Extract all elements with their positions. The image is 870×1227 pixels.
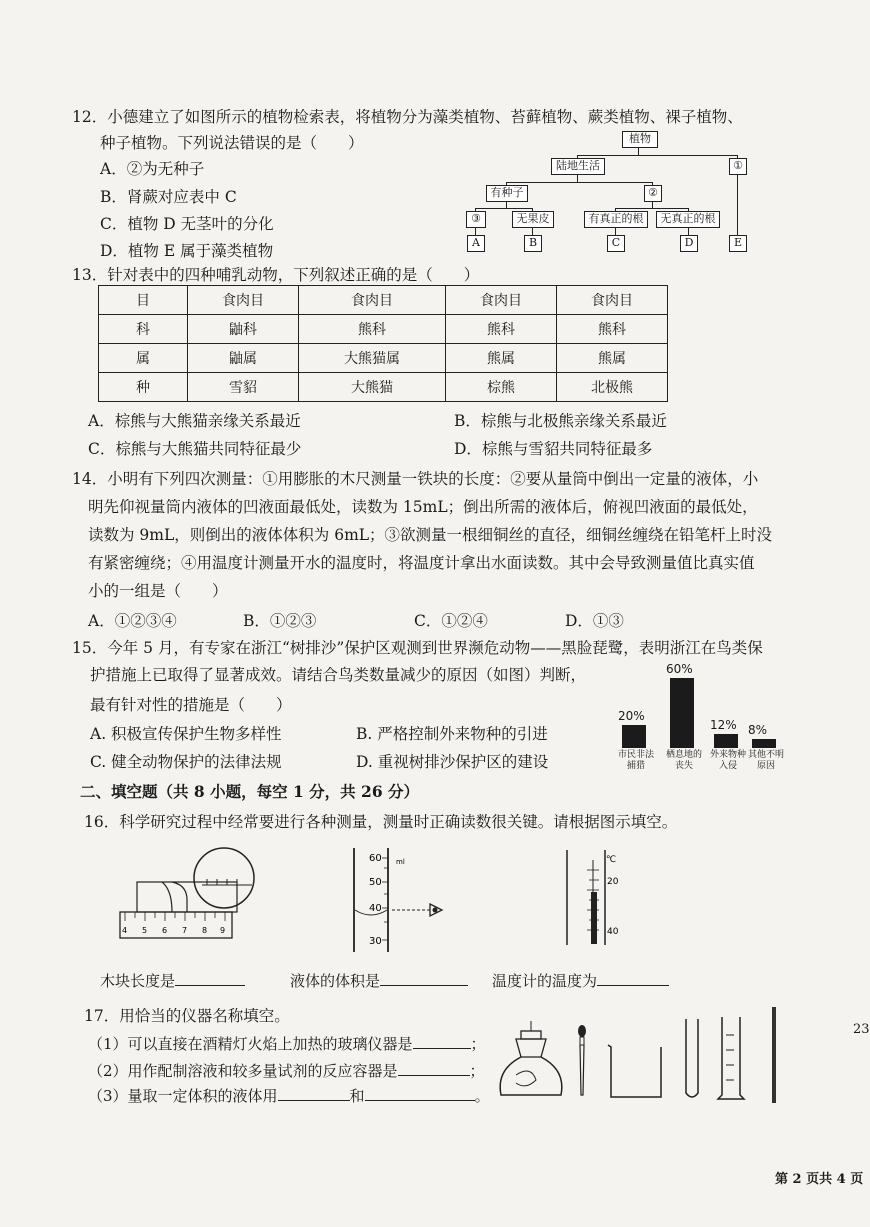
table-cell: 科 (99, 315, 188, 344)
table-row (99, 373, 668, 402)
tree-land-life: 陆地生活 (551, 158, 605, 175)
table-cell: 种 (99, 373, 188, 402)
chart-category-label: 栖息地的丧失 (665, 750, 702, 771)
q17-item-3 (88, 1085, 490, 1106)
q14-line-4: 有紧密缠绕；④用温度计测量开水的温度时，将温度计拿出水面读数。其中会导致测量值比真实值 (88, 554, 755, 572)
q17-item-1-sep: ； (470, 1035, 486, 1053)
taxonomy-table (98, 285, 668, 402)
table-cell: 鼬属 (188, 344, 299, 373)
q17-item-3-end: 。 (474, 1087, 490, 1105)
chart-category-label: 外来物种入侵 (709, 750, 746, 771)
table-cell: 食肉目 (557, 286, 668, 315)
beaker-icon (608, 1045, 661, 1097)
q16-blank-temp (492, 970, 669, 991)
q16-blank-volume-label: 液体的体积是 (290, 972, 381, 990)
q15-line-2: 护措施上已取得了显著成效。请结合鸟类数量减少的原因（如图）判断， (90, 666, 587, 684)
cylinder-tick-label: 40 (369, 903, 382, 914)
chart-bar (622, 725, 646, 748)
table-cell: 熊属 (557, 344, 668, 373)
cylinder-unit: ml (396, 858, 405, 866)
tree-has-seed: 有种子 (486, 185, 528, 202)
page-number: 第 2 页共 4 页 (775, 1172, 864, 1187)
q16-blank-volume (290, 970, 468, 991)
q14-option-b: B．①②③ (243, 612, 317, 630)
tree-node-1: ① (729, 158, 747, 175)
q12-stem-line2: 种子植物。下列说法错误的是（ ） (100, 134, 364, 152)
q14-line-2: 明先仰视量筒内液体的凹液面最低处，读数为 15mL；倒出所需的液体后，俯视凹液面的最低处， (88, 498, 758, 516)
table-cell: 鼬科 (188, 315, 299, 344)
table-cell: 熊属 (446, 344, 557, 373)
q14-option-a: A．①②③④ (88, 612, 177, 630)
q12-option-a: A．②为无种子 (100, 160, 205, 178)
q13-option-a: A．棕熊与大熊猫亲缘关系最近 (88, 412, 301, 430)
chart-value-label: 8% (748, 723, 768, 737)
table-cell: 北极熊 (557, 373, 668, 402)
ruler-tick-label: 6 (162, 926, 168, 935)
table-cell: 食肉目 (298, 286, 445, 315)
q15-option-c: C. 健全动物保护的法律法规 (90, 753, 282, 771)
ruler-figure (92, 845, 262, 950)
chart-bar (752, 739, 776, 748)
q17-item-2-label: （2）用作配制溶液和较多量试剂的反应容器是 (88, 1062, 398, 1080)
q13-option-b: B．棕熊与北极熊亲缘关系最近 (454, 412, 667, 430)
q15-line-3: 最有针对性的措施是（ ） (90, 696, 292, 714)
tree-node-2: ② (644, 185, 662, 202)
q12-option-c: C．植物 D 无茎叶的分化 (100, 215, 274, 233)
q15-option-a: A. 积极宣传保护生物多样性 (90, 725, 282, 743)
tree-no-true-root: 无真正的根 (656, 211, 720, 228)
table-cell: 雪貂 (188, 373, 299, 402)
tree-leaf-b: B (524, 235, 542, 252)
table-cell: 熊科 (446, 315, 557, 344)
q14-line-1: 14．小明有下列四次测量：①用膨胀的木尺测量一铁块的长度：②要从量筒中倒出一定量的液体，小 (72, 470, 759, 488)
tree-leaf-a: A (467, 235, 485, 252)
glass-rod-icon (772, 1007, 776, 1103)
q17-item-3-label: （3）量取一定体积的液体用 (88, 1087, 278, 1105)
chart-category-label: 市民非法捕猎 (617, 750, 654, 771)
chart-bar (670, 678, 694, 748)
lab-instruments-figure (486, 1005, 786, 1105)
table-cell: 属 (99, 344, 188, 373)
table-cell: 熊科 (298, 315, 445, 344)
table-cell: 目 (99, 286, 188, 315)
chart-category-label: 其他不明原因 (747, 750, 784, 771)
answer-blank[interactable] (278, 1100, 350, 1101)
table-cell: 食肉目 (446, 286, 557, 315)
q12-option-b: B．肾蕨对应表中 C (100, 188, 237, 206)
thermometer-figure (565, 850, 630, 945)
q15-option-b: B. 严格控制外来物种的引进 (356, 725, 548, 743)
q17-stem: 17．用恰当的仪器名称填空。 (84, 1007, 290, 1025)
answer-blank[interactable] (175, 985, 245, 986)
cylinder-tick-label: 50 (369, 877, 382, 888)
q13-option-d: D．棕熊与雪貂共同特征最多 (454, 440, 653, 458)
q17-item-2 (88, 1060, 485, 1081)
tree-leaf-e: E (729, 235, 747, 252)
answer-blank[interactable] (365, 1100, 475, 1101)
tree-leaf-c: C (607, 235, 625, 252)
table-cell: 棕熊 (446, 373, 557, 402)
q14-line-3: 读数为 9mL，则倒出的液体体积为 6mL；③欲测量一根细铜丝的直径，细铜丝缠绕在铅笔杆上时没 (88, 526, 773, 544)
tree-no-pericarp: 无果皮 (512, 211, 554, 228)
test-tube-icon (686, 1019, 698, 1097)
q12-stem-line1: 12．小德建立了如图所示的植物检索表，将植物分为藻类植物、苔藓植物、蕨类植物、裸子植物、 (72, 108, 743, 126)
table-cell: 食肉目 (188, 286, 299, 315)
q12-option-d: D．植物 E 属于藻类植物 (100, 242, 274, 260)
table-row (99, 315, 668, 344)
tree-true-root: 有真正的根 (584, 211, 648, 228)
section-2-title: 二、填空题（共 8 小题，每空 1 分，共 26 分） (80, 782, 420, 801)
side-number: 23 (853, 1022, 870, 1037)
answer-blank[interactable] (413, 1048, 471, 1049)
q16-blank-length-label: 木块长度是 (100, 972, 176, 990)
chart-value-label: 12% (710, 718, 737, 732)
table-row (99, 286, 668, 315)
q14-option-c: C．①②④ (414, 612, 488, 630)
q16-stem: 16．科学研究过程中经常要进行各种测量，测量时正确读数很关键。请根据图示填空。 (84, 813, 678, 831)
q14-option-d: D．①③ (565, 612, 624, 630)
bird-decline-chart (612, 650, 792, 780)
thermo-tick-label: 40 (607, 927, 619, 937)
tree-leaf-d: D (680, 235, 698, 252)
ruler-tick-label: 5 (142, 926, 148, 935)
alcohol-lamp-icon (500, 1021, 562, 1095)
q17-item-1 (88, 1033, 486, 1054)
q17-item-3-and: 和 (349, 1087, 365, 1105)
tree-root: 植物 (622, 131, 658, 148)
table-cell: 大熊猫 (298, 373, 445, 402)
chart-bar (714, 734, 738, 748)
dropper-icon (578, 1025, 586, 1095)
ruler-tick-label: 9 (220, 926, 226, 935)
thermo-tick-label: 20 (607, 877, 619, 887)
answer-blank[interactable] (398, 1075, 470, 1076)
q17-item-1-label: （1）可以直接在酒精灯火焰上加热的玻璃仪器是 (88, 1035, 413, 1053)
ruler-tick-label: 4 (122, 926, 128, 935)
cylinder-tick-label: 60 (369, 853, 382, 864)
ruler-tick-label: 7 (182, 926, 188, 935)
cylinder-figure (352, 848, 452, 953)
table-row (99, 344, 668, 373)
q15-line-1: 15．今年 5 月，有专家在浙江“树排沙”保护区观测到世界濒危动物——黑脸琵鹭，表明浙江在鸟类保 (72, 639, 763, 657)
q14-line-5: 小的一组是（ ） (88, 582, 228, 600)
q15-option-d: D. 重视树排沙保护区的建设 (356, 753, 549, 771)
q13-option-c: C．棕熊与大熊猫共同特征最少 (88, 440, 302, 458)
q16-blank-temp-label: 温度计的温度为 (492, 972, 598, 990)
thermo-unit: ℃ (606, 855, 617, 865)
cylinder-tick-label: 30 (369, 936, 382, 947)
chart-value-label: 20% (618, 709, 645, 723)
measuring-cylinder-icon (718, 1017, 744, 1099)
table-cell: 熊科 (557, 315, 668, 344)
ruler-tick-label: 8 (202, 926, 208, 935)
answer-blank[interactable] (597, 985, 669, 986)
q13-stem: 13．针对表中的四种哺乳动物，下列叙述正确的是（ ） (72, 266, 480, 284)
chart-value-label: 60% (666, 662, 693, 676)
q17-item-2-sep: ； (469, 1062, 485, 1080)
tree-node-3: ③ (466, 211, 486, 228)
answer-blank[interactable] (380, 985, 468, 986)
table-cell: 大熊猫属 (298, 344, 445, 373)
q16-blank-length (100, 970, 245, 991)
